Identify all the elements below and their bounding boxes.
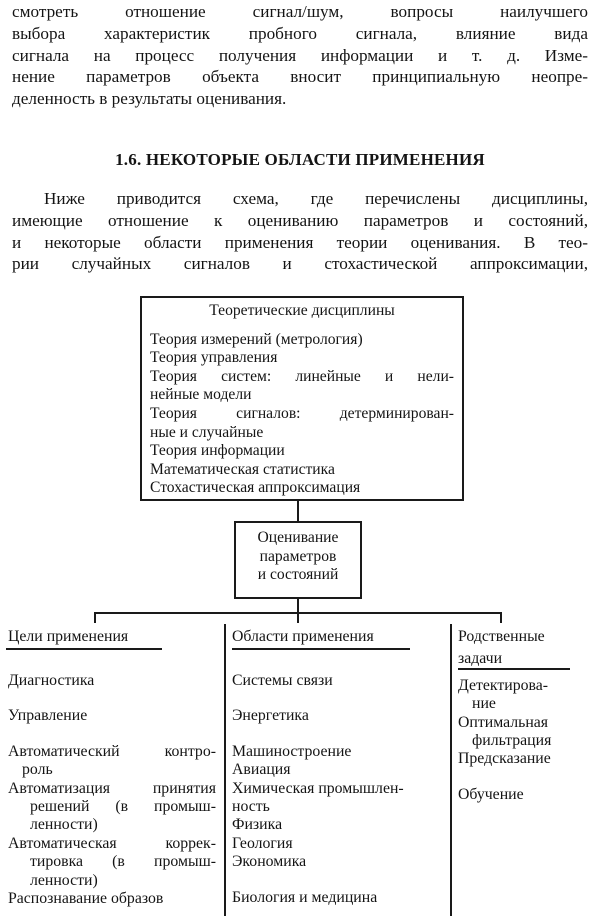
theory-item: Теория сигналов: детерминирован- (150, 404, 454, 422)
field-item: Физика (232, 816, 283, 834)
text-line: выбора характеристик пробного сигнала, влияние вида (12, 23, 588, 43)
estimation-line: Оценивание (257, 529, 339, 546)
section-heading: 1.6. НЕКОТОРЫЕ ОБЛАСТИ ПРИМЕНЕНИЯ (115, 150, 485, 169)
goal-item: решений (в промыш- (30, 798, 216, 816)
related-item: Предсказание (458, 750, 551, 768)
column-divider (450, 624, 452, 916)
text-line: сигнала на процесс получения информации и т. д. Изме- (12, 45, 588, 65)
estimation-line: и состояний (257, 566, 339, 584)
goal-item: Автоматизация принятия (8, 779, 216, 797)
related-column (458, 628, 594, 804)
field-item: Энергетика (232, 707, 309, 725)
estimation-box (234, 521, 362, 599)
theory-item: ные и случайные (150, 423, 264, 441)
intro-paragraph (12, 1, 588, 110)
related-item: Обучение (458, 785, 524, 803)
field-item: ность (232, 798, 270, 816)
related-item: Оптимальная (458, 713, 549, 731)
goal-item: Диагностика (8, 672, 95, 689)
related-item: фильтрация (472, 732, 552, 750)
fields-column (232, 628, 444, 907)
theory-box-title: Теоретические дисциплины (209, 302, 395, 319)
column-divider (224, 624, 226, 916)
field-item: Биология и медицина (232, 888, 378, 906)
goal-item: роль (22, 761, 53, 779)
connector-line (297, 599, 299, 613)
goal-item: Автоматическая коррек- (8, 834, 216, 852)
goal-item: ленности) (30, 871, 98, 889)
field-item: Экономика (232, 853, 307, 871)
theory-item: Теория измерений (метрология) (150, 330, 363, 348)
branch-drop-line (94, 612, 96, 623)
text-line: имеющие отношение к оцениванию параметров и состояний, (12, 210, 588, 230)
theory-item: Теория систем: линейные и нели- (150, 367, 454, 385)
branch-drop-line (500, 612, 502, 623)
field-item: Геология (232, 834, 293, 852)
theory-item: Математическая статистика (150, 460, 335, 478)
goals-column-header: Цели применения (8, 628, 129, 645)
branch-drop-line (297, 612, 299, 623)
section-paragraph (12, 188, 588, 275)
connector-line (297, 501, 299, 521)
related-column-header: задачи (458, 650, 503, 668)
theory-item: Теория управления (150, 349, 278, 367)
text-line: рии случайных сигналов и стохастической аппроксимации, (12, 254, 588, 274)
text-line: деленность в результаты оценивания. (12, 89, 287, 109)
text-line: и некоторые области применения теории оценивания. В тео- (12, 232, 588, 252)
text-line: Ниже приводится схема, где перечислены дисциплины, (44, 189, 588, 208)
goal-item: тировка (в промыш- (30, 853, 216, 871)
text-line: смотреть отношение сигнал/шум, вопросы наилучшего (12, 2, 588, 21)
theory-disciplines-box (140, 296, 464, 501)
goal-item: Управление (8, 707, 88, 725)
theory-item: Стохастическая аппроксимация (150, 479, 361, 497)
related-item: Детектирова- (458, 676, 549, 694)
fields-column-header: Области применения (232, 628, 374, 645)
field-item: Системы связи (232, 672, 333, 689)
goals-column (8, 628, 216, 908)
related-item: ние (472, 695, 496, 713)
theory-item: Теория информации (150, 442, 285, 460)
related-column-header: Родственные (458, 628, 545, 645)
goal-item: Автоматический контро- (8, 742, 216, 760)
field-item: Машиностроение (232, 742, 352, 760)
estimation-line: параметров (259, 547, 337, 565)
goal-item: Распознавание образов (8, 890, 164, 908)
field-item: Авиация (232, 761, 291, 779)
field-item: Химическая промышлен- (232, 779, 404, 797)
text-line: нение параметров объекта вносит принципиальную неопре- (12, 67, 588, 87)
goal-item: ленности) (30, 816, 98, 834)
theory-item: нейные модели (150, 386, 252, 404)
